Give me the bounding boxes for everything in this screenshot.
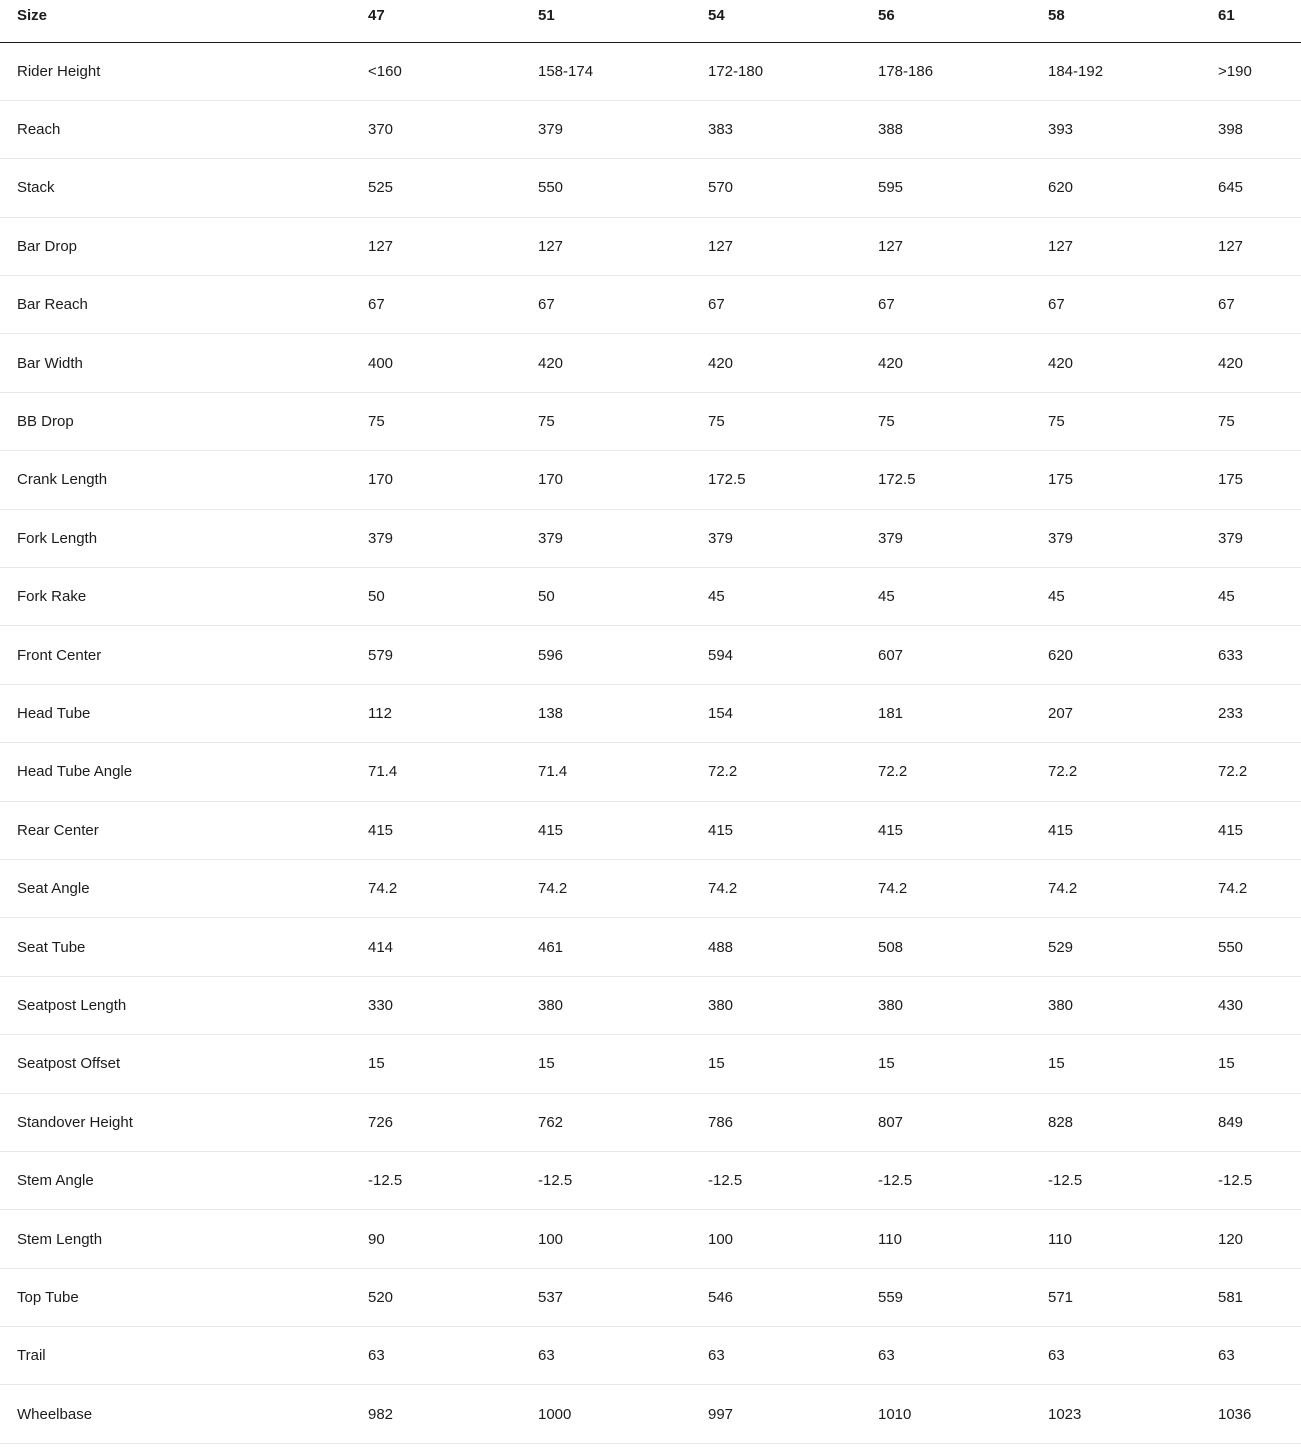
spec-value: 415: [708, 801, 878, 859]
spec-row-label: Seatpost Length: [0, 976, 368, 1034]
spec-value: 571: [1048, 1268, 1218, 1326]
spec-value: 607: [878, 626, 1048, 684]
spec-value: 420: [538, 334, 708, 392]
spec-row-label: Front Center: [0, 626, 368, 684]
spec-value: 414: [368, 918, 538, 976]
table-row: [0, 1385, 1301, 1443]
spec-value: 75: [1218, 392, 1301, 450]
spec-value: 596: [538, 626, 708, 684]
table-row: [0, 1268, 1301, 1326]
spec-row-label: Head Tube Angle: [0, 743, 368, 801]
spec-row-label: Stem Angle: [0, 1151, 368, 1209]
spec-value: 110: [878, 1210, 1048, 1268]
spec-value: 488: [708, 918, 878, 976]
spec-value: 997: [708, 1385, 878, 1443]
spec-value: 508: [878, 918, 1048, 976]
spec-value: -12.5: [1048, 1151, 1218, 1209]
spec-row-label: Standover Height: [0, 1093, 368, 1151]
spec-value: 154: [708, 684, 878, 742]
table-row: [0, 42, 1301, 100]
spec-value: 581: [1218, 1268, 1301, 1326]
spec-value: 127: [878, 217, 1048, 275]
spec-value: 175: [1048, 451, 1218, 509]
spec-value: 828: [1048, 1093, 1218, 1151]
spec-row-label: Bar Reach: [0, 276, 368, 334]
table-row: [0, 1151, 1301, 1209]
table-row: [0, 568, 1301, 626]
spec-value: 982: [368, 1385, 538, 1443]
spec-value: 178-186: [878, 42, 1048, 100]
spec-value: 807: [878, 1093, 1048, 1151]
spec-value: 67: [368, 276, 538, 334]
spec-value: 537: [538, 1268, 708, 1326]
spec-value: 849: [1218, 1093, 1301, 1151]
spec-value: 74.2: [708, 859, 878, 917]
spec-value: 74.2: [1048, 859, 1218, 917]
spec-value: 207: [1048, 684, 1218, 742]
spec-value: -12.5: [538, 1151, 708, 1209]
spec-row-label: BB Drop: [0, 392, 368, 450]
spec-row-label: Rider Height: [0, 42, 368, 100]
spec-value: 175: [1218, 451, 1301, 509]
spec-value: 786: [708, 1093, 878, 1151]
spec-value: 63: [538, 1327, 708, 1385]
spec-value: 379: [538, 100, 708, 158]
spec-row-label: Fork Length: [0, 509, 368, 567]
spec-value: 74.2: [368, 859, 538, 917]
spec-value: 138: [538, 684, 708, 742]
spec-value: 112: [368, 684, 538, 742]
spec-value: 430: [1218, 976, 1301, 1034]
spec-value: 393: [1048, 100, 1218, 158]
spec-value: 233: [1218, 684, 1301, 742]
spec-value: 379: [368, 509, 538, 567]
spec-row-label: Crank Length: [0, 451, 368, 509]
spec-value: 595: [878, 159, 1048, 217]
spec-value: 63: [878, 1327, 1048, 1385]
spec-value: 420: [878, 334, 1048, 392]
spec-row-label: Reach: [0, 100, 368, 158]
spec-value: 525: [368, 159, 538, 217]
spec-value: 1010: [878, 1385, 1048, 1443]
spec-value: 370: [368, 100, 538, 158]
spec-value: 67: [1048, 276, 1218, 334]
spec-value: 63: [1048, 1327, 1218, 1385]
spec-value: 127: [538, 217, 708, 275]
spec-value: 529: [1048, 918, 1218, 976]
spec-value: 726: [368, 1093, 538, 1151]
spec-row-label: Seatpost Offset: [0, 1035, 368, 1093]
spec-value: 559: [878, 1268, 1048, 1326]
spec-value: 63: [368, 1327, 538, 1385]
spec-value: 420: [1048, 334, 1218, 392]
spec-value: 75: [878, 392, 1048, 450]
size-column-header: 54: [708, 0, 878, 42]
spec-value: 415: [878, 801, 1048, 859]
spec-value: 633: [1218, 626, 1301, 684]
spec-value: 172.5: [708, 451, 878, 509]
table-row: [0, 743, 1301, 801]
table-row: [0, 159, 1301, 217]
spec-value: 71.4: [538, 743, 708, 801]
header-row: [0, 0, 1301, 42]
spec-value: 63: [1218, 1327, 1301, 1385]
table-row: [0, 1093, 1301, 1151]
table-row: [0, 918, 1301, 976]
spec-value: 127: [1218, 217, 1301, 275]
spec-value: 570: [708, 159, 878, 217]
spec-value: -12.5: [1218, 1151, 1301, 1209]
spec-value: 170: [538, 451, 708, 509]
spec-row-label: Rear Center: [0, 801, 368, 859]
spec-value: 380: [1048, 976, 1218, 1034]
table-row: [0, 334, 1301, 392]
spec-value: 1023: [1048, 1385, 1218, 1443]
spec-value: 172.5: [878, 451, 1048, 509]
spec-value: 15: [538, 1035, 708, 1093]
spec-value: 127: [708, 217, 878, 275]
spec-value: 379: [878, 509, 1048, 567]
spec-value: 75: [708, 392, 878, 450]
table-row: [0, 859, 1301, 917]
spec-value: 45: [708, 568, 878, 626]
spec-value: 72.2: [878, 743, 1048, 801]
spec-value: 110: [1048, 1210, 1218, 1268]
spec-value: 645: [1218, 159, 1301, 217]
table-row: [0, 1210, 1301, 1268]
spec-value: 415: [538, 801, 708, 859]
spec-value: 90: [368, 1210, 538, 1268]
spec-value: 50: [538, 568, 708, 626]
spec-row-label: Head Tube: [0, 684, 368, 742]
spec-value: 120: [1218, 1210, 1301, 1268]
spec-value: 550: [538, 159, 708, 217]
spec-value: 127: [1048, 217, 1218, 275]
spec-value: <160: [368, 42, 538, 100]
spec-value: 15: [1048, 1035, 1218, 1093]
table-row: [0, 217, 1301, 275]
spec-value: 579: [368, 626, 538, 684]
table-row: [0, 100, 1301, 158]
spec-value: 67: [538, 276, 708, 334]
spec-value: 100: [538, 1210, 708, 1268]
spec-value: -12.5: [708, 1151, 878, 1209]
spec-row-label: Fork Rake: [0, 568, 368, 626]
spec-value: 67: [1218, 276, 1301, 334]
spec-value: 398: [1218, 100, 1301, 158]
spec-value: 15: [878, 1035, 1048, 1093]
spec-value: 75: [538, 392, 708, 450]
spec-value: 67: [878, 276, 1048, 334]
spec-value: 762: [538, 1093, 708, 1151]
spec-value: 1000: [538, 1385, 708, 1443]
spec-value: 620: [1048, 626, 1218, 684]
spec-value: 100: [708, 1210, 878, 1268]
spec-value: 420: [1218, 334, 1301, 392]
spec-value: 546: [708, 1268, 878, 1326]
spec-value: 1036: [1218, 1385, 1301, 1443]
table-body: [0, 42, 1301, 1443]
spec-value: 388: [878, 100, 1048, 158]
spec-row-label: Bar Drop: [0, 217, 368, 275]
spec-value: 379: [538, 509, 708, 567]
spec-value: 415: [1048, 801, 1218, 859]
spec-value: 620: [1048, 159, 1218, 217]
spec-row-label: Seat Tube: [0, 918, 368, 976]
spec-value: 461: [538, 918, 708, 976]
spec-value: 63: [708, 1327, 878, 1385]
spec-value: 74.2: [878, 859, 1048, 917]
spec-value: >190: [1218, 42, 1301, 100]
spec-value: 72.2: [1048, 743, 1218, 801]
table-row: [0, 1035, 1301, 1093]
spec-row-label: Seat Angle: [0, 859, 368, 917]
spec-value: 71.4: [368, 743, 538, 801]
spec-value: 330: [368, 976, 538, 1034]
size-column-header: 61: [1218, 0, 1301, 42]
table-row: [0, 626, 1301, 684]
size-column-header: 51: [538, 0, 708, 42]
table-row: [0, 801, 1301, 859]
spec-value: 15: [708, 1035, 878, 1093]
spec-value: 520: [368, 1268, 538, 1326]
table-row: [0, 684, 1301, 742]
spec-value: 45: [1048, 568, 1218, 626]
spec-value: 184-192: [1048, 42, 1218, 100]
spec-value: 379: [708, 509, 878, 567]
spec-row-label: Wheelbase: [0, 1385, 368, 1443]
spec-value: 170: [368, 451, 538, 509]
spec-value: 75: [1048, 392, 1218, 450]
table-row: [0, 1327, 1301, 1385]
spec-value: 74.2: [1218, 859, 1301, 917]
spec-value: 415: [368, 801, 538, 859]
spec-value: 172-180: [708, 42, 878, 100]
spec-value: 181: [878, 684, 1048, 742]
spec-value: 380: [878, 976, 1048, 1034]
spec-value: 379: [1218, 509, 1301, 567]
size-header-label: Size: [0, 0, 368, 42]
size-column-header: 47: [368, 0, 538, 42]
spec-value: 45: [1218, 568, 1301, 626]
table-row: [0, 276, 1301, 334]
spec-value: 594: [708, 626, 878, 684]
spec-row-label: Bar Width: [0, 334, 368, 392]
spec-value: 420: [708, 334, 878, 392]
spec-row-label: Trail: [0, 1327, 368, 1385]
spec-value: 74.2: [538, 859, 708, 917]
size-column-header: 56: [878, 0, 1048, 42]
spec-value: -12.5: [368, 1151, 538, 1209]
size-column-header: 58: [1048, 0, 1218, 42]
spec-value: 400: [368, 334, 538, 392]
spec-value: 380: [538, 976, 708, 1034]
spec-value: 380: [708, 976, 878, 1034]
spec-value: -12.5: [878, 1151, 1048, 1209]
spec-value: 127: [368, 217, 538, 275]
spec-value: 72.2: [1218, 743, 1301, 801]
table-row: [0, 451, 1301, 509]
spec-value: 15: [368, 1035, 538, 1093]
table-row: [0, 976, 1301, 1034]
table-row: [0, 392, 1301, 450]
spec-value: 50: [368, 568, 538, 626]
table-row: [0, 509, 1301, 567]
spec-value: 158-174: [538, 42, 708, 100]
spec-value: 72.2: [708, 743, 878, 801]
spec-value: 415: [1218, 801, 1301, 859]
spec-value: 45: [878, 568, 1048, 626]
spec-value: 67: [708, 276, 878, 334]
spec-value: 383: [708, 100, 878, 158]
spec-row-label: Stack: [0, 159, 368, 217]
spec-value: 75: [368, 392, 538, 450]
spec-value: 550: [1218, 918, 1301, 976]
spec-value: 15: [1218, 1035, 1301, 1093]
spec-row-label: Stem Length: [0, 1210, 368, 1268]
spec-value: 379: [1048, 509, 1218, 567]
spec-row-label: Top Tube: [0, 1268, 368, 1326]
